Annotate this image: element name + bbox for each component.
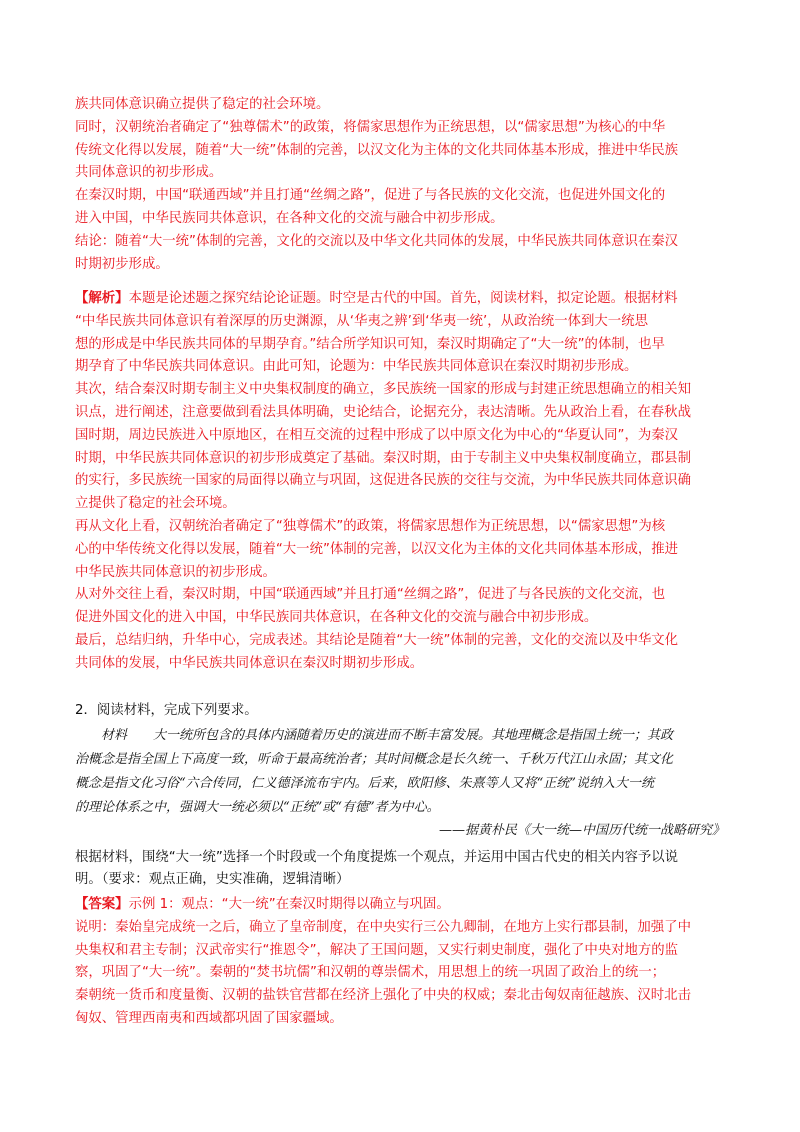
answer-line: 同时，汉朝统治者确定了“独尊儒术”的政策，将儒家思想作为正统思想，以“儒家思想”为核心的中华 — [75, 119, 666, 135]
prompt-line: 明。（要求：观点正确，史实准确，逻辑清晰） — [75, 872, 350, 887]
answer-2-line: 秦朝统一货币和度量衡、汉朝的盐铁官营都在经济上强化了中央的权威；秦北击匈奴南征越族、汉时北击 — [75, 988, 691, 1004]
analysis-section — [75, 288, 725, 676]
material-source: ——据黄朴民《大一统—中国历代统一战略研究》 — [438, 823, 725, 838]
analysis-text: 本题是论述题之探究结论论证题。时空是古代的中国。首先，阅读材料，拟定论题。根据材料 — [128, 291, 678, 306]
analysis-line: “中华民族共同体意识有着深厚的历史渊源，从‘华夷之辨’到‘华夷一统’，从政治统一体到大一统思 — [75, 313, 648, 329]
prompt-line: 根据材料，围绕“大一统”选择一个时段或一个角度提炼一个观点，并运用中国古代史的相关内容予以说 — [75, 850, 679, 865]
material-line: 的理论体系之中，强调大一统必须以“正统”或“有德”者为中心。 — [75, 800, 440, 815]
question-2-title: 2．阅读材料，完成下列要求。 — [75, 703, 258, 718]
material-line: 材料 大一统所包含的具体内涵随着历史的演进而不断丰富发展。其地理概念是指国土统一；其政 — [101, 728, 674, 743]
answer-2-line: 说明：秦始皇完成统一之后，确立了皇帝制度，在中央实行三公九卿制，在地方上实行郡县制，加强了中 — [75, 919, 691, 935]
answer-continuation — [75, 94, 725, 276]
analysis-line: 期孕育了中华民族共同体意识。由此可知，论题为：中华民族共同体意识在秦汉时期初步形成。 — [75, 359, 638, 375]
analysis-line: 想的形成是中华民族共同体的早期孕育。”结合所学知识可知，秦汉时期确定了“大一统”的体制，也早 — [75, 336, 665, 352]
answer-line: 时期初步形成。 — [75, 256, 169, 272]
answer-2-section — [75, 894, 725, 1031]
answer-2-line: 匈奴、管理西南夷和西域都巩固了国家疆域。 — [75, 1010, 343, 1026]
analysis-line: 共同体的发展，中华民族共同体意识在秦汉时期初步形成。 — [75, 655, 424, 671]
question-prompt — [75, 847, 725, 891]
analysis-line: 最后，总结归纳，升华中心，完成表述。其结论是随着“大一统”体制的完善，文化的交流以及中华文化 — [75, 632, 679, 648]
answer-2-line: 央集权和君主专制；汉武帝实行“推恩令”，解决了王国问题，又实行刺史制度，强化了中央对地方的监 — [75, 942, 679, 958]
analysis-tag: 【解析】 — [75, 291, 129, 306]
analysis-line: 再从文化上看，汉朝统治者确定了“独尊儒术”的政策，将儒家思想作为正统思想，以“儒家思想”为核 — [75, 518, 666, 534]
answer-line: 进入中国，中华民族同共体意识，在各种文化的交流与融合中初步形成。 — [75, 210, 504, 226]
answer-line: 族共同体意识确立提供了稳定的社会环境。 — [75, 97, 330, 112]
answer-line: 在秦汉时期，中国“联通西域”并且打通“丝绸之路”，促进了与各民族的文化交流，也促进外国文化的 — [75, 188, 666, 204]
material-line: 治概念是指全国上下高度一致，听命于最高统治者；其时间概念是长久统一、千秋万代江山永固；其文化 — [75, 752, 674, 767]
analysis-line — [75, 288, 725, 311]
material-block — [75, 724, 725, 820]
analysis-line: 其次，结合秦汉时期专制主义中央集权制度的确立，多民族统一国家的形成与封建正统思想确立的相关知 — [75, 382, 691, 398]
analysis-line: 促进外国文化的进入中国，中华民族同共体意识，在各种文化的交流与融合中初步形成。 — [75, 610, 598, 626]
analysis-line: 心的中华传统文化得以发展，随着“大一统”体制的完善，以汉文化为主体的文化共同体基本形成，推进 — [75, 541, 679, 557]
analysis-line: 从对外交往上看，秦汉时期，中国“联通西域”并且打通“丝绸之路”，促进了与各民族的文化交流，也 — [75, 587, 666, 603]
answer-2-line — [75, 894, 725, 917]
answer-line: 传统文化得以发展，随着“大一统”体制的完善，以汉文化为主体的文化共同体基本形成，推进中华民族 — [75, 142, 679, 158]
material-line: 概念是指文化习俗“六合传同，仁义德泽流布宇内。后来，欧阳修、朱熹等人又将“正统”说纳入大一统 — [75, 776, 654, 791]
analysis-line: 的实行，多民族统一国家的局面得以确立与巩固，这促进各民族的交往与交流，为中华民族共同体意识确 — [75, 473, 691, 489]
answer-line: 共同体意识的初步形成。 — [75, 165, 223, 181]
analysis-line: 立提供了稳定的社会环境。 — [75, 496, 236, 512]
analysis-line: 时期，中华民族共同体意识的初步形成奠定了基础。秦汉时期，由于专制主义中央集权制度确立，郡县制 — [75, 450, 691, 466]
analysis-line: 识点，进行阐述，注意要做到看法具体明确，史论结合，论据充分，表达清晰。先从政治上看，在春秋战 — [75, 404, 691, 420]
answer-2-line: 察，巩固了“大一统”。秦朝的“焚书坑儒”和汉朝的尊崇儒术，用思想上的统一巩固了政治上的统一； — [75, 965, 666, 981]
analysis-line: 国时期，周边民族进入中原地区，在相互交流的过程中形成了以中原文化为中心的“华夏认同”，为秦汉 — [75, 427, 679, 443]
answer-tag: 【答案】 — [75, 897, 129, 912]
analysis-line: 中华民族共同体意识的初步形成。 — [75, 564, 276, 580]
answer-line: 结论：随着“大一统”体制的完善，文化的交流以及中华文化共同体的发展，中华民族共同体意识在秦汉 — [75, 233, 679, 249]
answer-2-text: 示例 1：观点：“大一统”在秦汉时期得以确立与巩固。 — [128, 897, 450, 912]
